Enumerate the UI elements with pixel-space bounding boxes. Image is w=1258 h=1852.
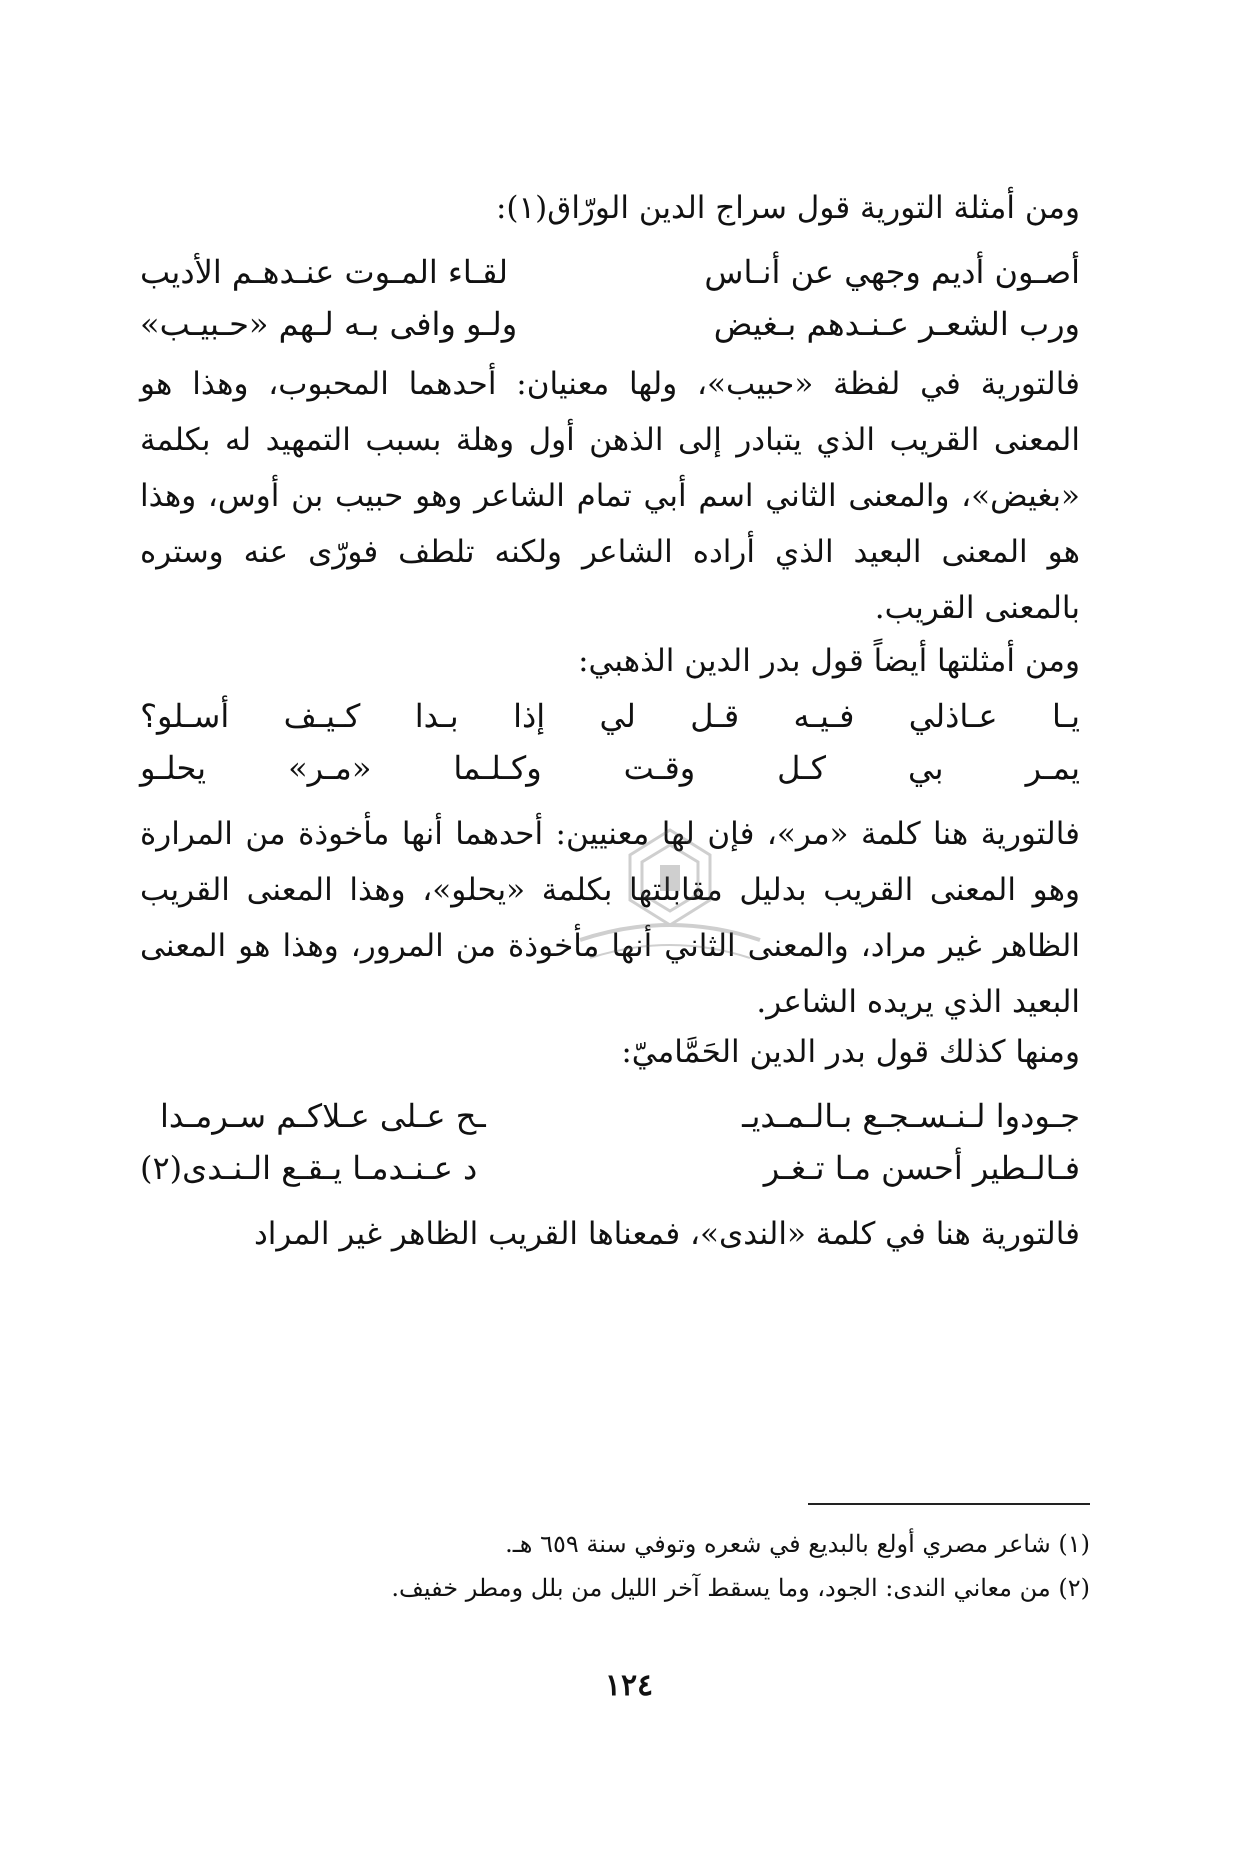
- footnote-1: (١) شاعر مصري أولع بالبديع في شعره وتوفي سنة ٦٥٩ هـ.: [505, 1530, 1090, 1558]
- paragraph-text-3: فالتورية هنا في كلمة «الندى»، فمعناها القريب الظاهر غير المراد: [254, 1216, 1080, 1252]
- verse-line: [140, 1090, 1080, 1142]
- paragraph-text-1: فالتورية في لفظة «حبيب»، ولها معنيان: أحدهما المحبوب، وهذا هو المعنى القريب الذي يتبادر إلى الذهن أول وهلة بسبب التمهيد له بكلمة «بغيض»، والمعنى الثاني اسم أبي تمام الشاعر وهو حبيب بن أوس، وهذا هو المعنى البعيد الذي أراده الشاعر ولكنه تلطف فورّى عنه وستره بالمعنى القريب.: [140, 366, 1080, 626]
- verse-line: [140, 690, 1080, 742]
- footnotes: [300, 1522, 1090, 1610]
- intro-line-2: [140, 633, 1140, 689]
- paragraph-3: [140, 1206, 1140, 1262]
- verse-hemistich-left: ـح عـلى عـلاكـم سـرمـدا: [160, 1097, 486, 1135]
- verse-hemistich-right: فـالـطير أحسن مـا تـغـر: [763, 1149, 1080, 1187]
- verse-block-2: [140, 690, 1080, 794]
- footnote-2: (٢) من معاني الندى: الجود، وما يسقط آخر الليل من بلل ومطر خفيف.: [391, 1574, 1090, 1602]
- verse-word: يحلـو: [140, 749, 207, 787]
- verse-hemistich-right: ورب الشعـر عـنـدهم بـغيض: [713, 305, 1080, 343]
- verse-hemistich-left: لقـاء المـوت عنـدهـم الأديب: [140, 253, 508, 291]
- verse-line: [140, 742, 1080, 794]
- verse-word: كـيـف: [283, 697, 361, 735]
- verse-hemistich-left: ولـو وافى بـه لـهم «حـبيـب»: [140, 305, 518, 343]
- verse-line: [140, 1142, 1080, 1194]
- verse-line: [140, 246, 1080, 298]
- verse-word: وقـت: [623, 749, 696, 787]
- paragraph-1: [140, 356, 1080, 636]
- verse-word: يـا: [1051, 697, 1080, 735]
- verse-word: بي: [908, 749, 944, 787]
- verse-word: فـيـه: [793, 697, 855, 735]
- verse-block-1: [140, 246, 1080, 350]
- verse-word: وكـلـما: [453, 749, 542, 787]
- verse-word: قـل: [690, 697, 740, 735]
- verse-word: عـاذلي: [908, 697, 998, 735]
- verse-word: يمـر: [1025, 749, 1080, 787]
- verse-line: [140, 298, 1080, 350]
- footnote-divider: [808, 1503, 1090, 1505]
- intro-text-2: ومن أمثلتها أيضاً قول بدر الدين الذهبي:: [578, 643, 1080, 679]
- page-number: ١٢٤: [604, 1668, 654, 1703]
- verse-hemistich-right: أصـون أديم وجهي عن أنـاس: [704, 253, 1080, 291]
- library-stamp-icon: [560, 820, 780, 970]
- verse-hemistich-left: د عـنـدمـا يـقـع الـنـدى(٢): [140, 1149, 478, 1187]
- intro-line-1: [140, 180, 1140, 236]
- verse-word: بـدا: [414, 697, 459, 735]
- verse-word: أسـلو؟: [140, 697, 230, 735]
- paragraph-text-2: فالتورية هنا كلمة «مر»، فإن لها معنيين: أحدهما أنها مأخوذة من المرارة وهو المعنى القريب بدليل مقابلتها بكلمة «يحلو»، وهذا المعنى القريب الظاهر غير مراد، والمعنى الثاني أنها مأخوذة من المرور، وهذا هو المعنى البعيد الذي يريده الشاعر.: [140, 816, 1080, 1020]
- verse-block-3: [140, 1090, 1080, 1194]
- verse-word: كـل: [777, 749, 827, 787]
- verse-word: لي: [599, 697, 636, 735]
- intro-text-3: ومنها كذلك قول بدر الدين الحَمَّاميّ:: [621, 1034, 1080, 1070]
- verse-word: «مـر»: [288, 749, 372, 787]
- intro-line-3: [140, 1024, 1140, 1080]
- intro-text-1: ومن أمثلة التورية قول سراج الدين الورّاق(١):: [495, 190, 1080, 226]
- verse-word: إذا: [513, 697, 546, 735]
- verse-hemistich-right: جـودوا لـنـسـجـع بـالـمـديـ: [742, 1097, 1080, 1135]
